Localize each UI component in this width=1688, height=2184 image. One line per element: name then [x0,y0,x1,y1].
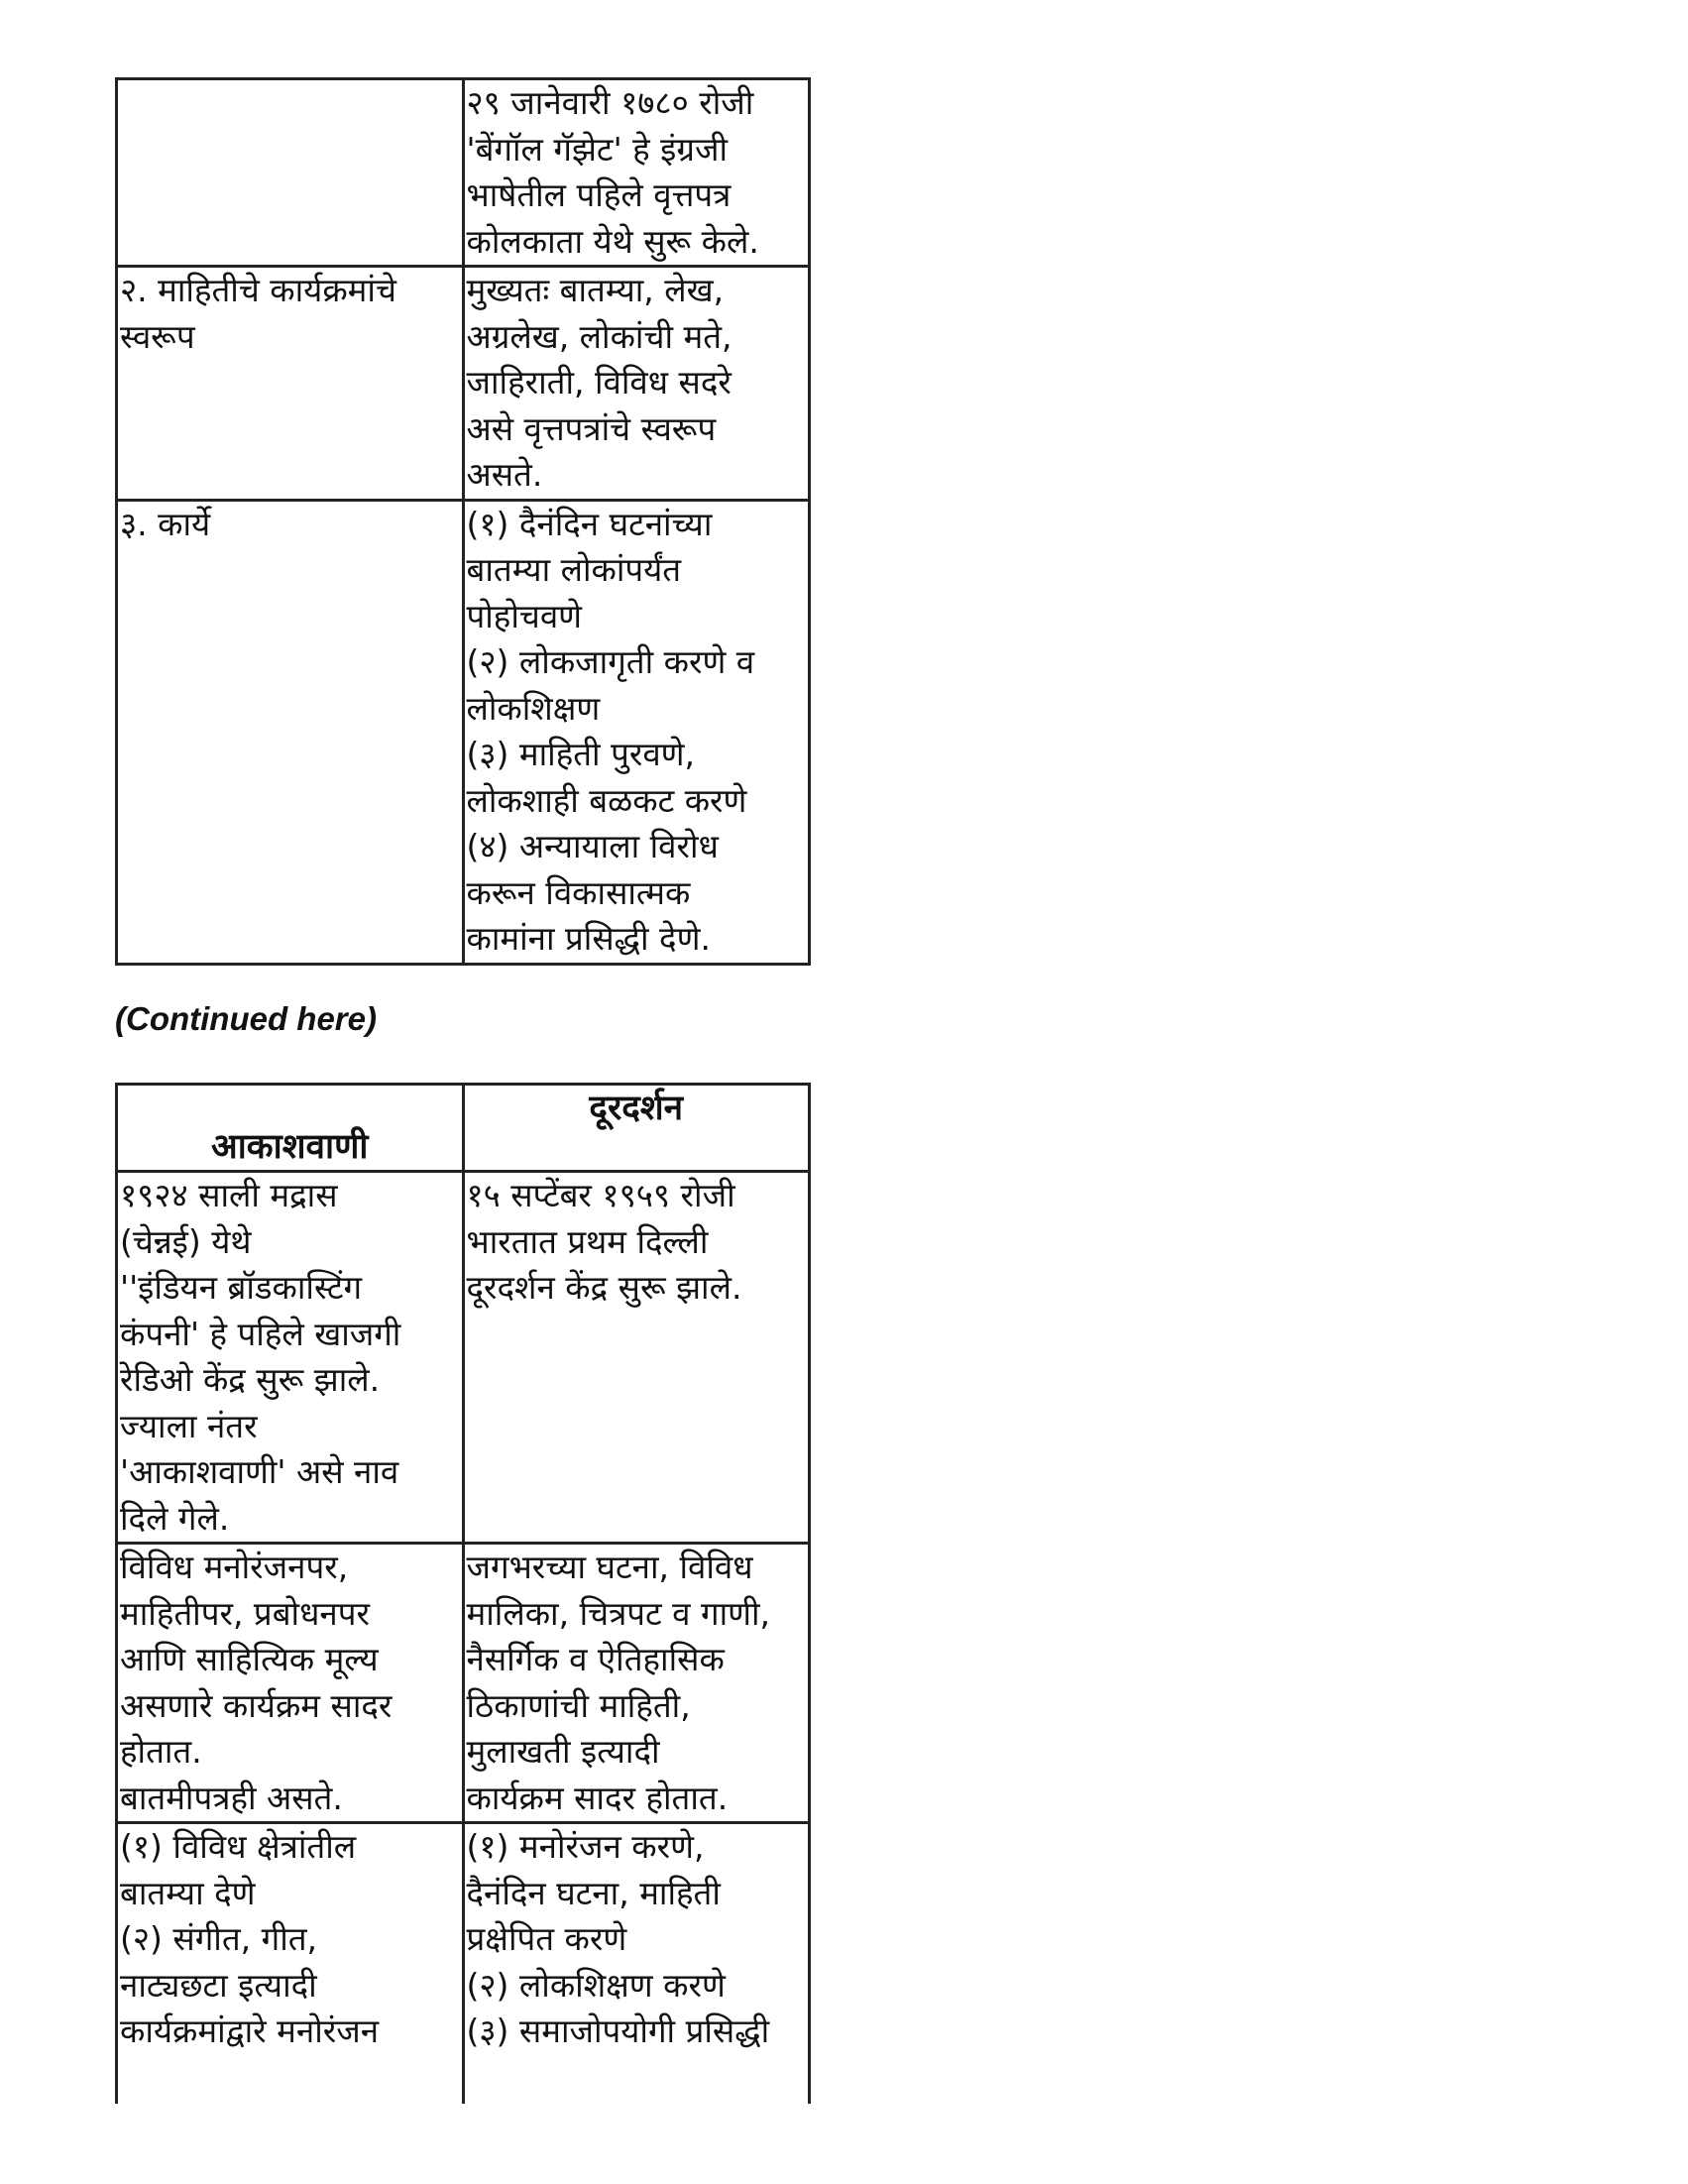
cell-line: मुलाखती इत्यादी [466,1732,660,1771]
cell-line: कामांना प्रसिद्धी देणे. [466,919,711,958]
table-row [117,267,810,501]
cell-line: ज्याला नंतर [120,1406,258,1445]
cell-line: रेडिओ केंद्र सुरू झाले. [120,1360,381,1399]
cell-line: असते. [466,455,543,494]
cell-line: 'बेंगॉल गॅझेट' हे इंग्रजी [466,129,728,169]
cell-line: बातमीपत्रही असते. [120,1778,343,1817]
column-header-radio: आकाशवाणी [117,1085,464,1172]
cell-line: जाहिराती, विविध सदरे [466,363,731,402]
cell-line: नैसर्गिक व ऐतिहासिक [466,1640,725,1678]
cell-line: (१) दैनंदिन घटनांच्या [466,504,713,543]
cell-line: (४) अन्यायाला विरोध [466,827,719,865]
cell-line: २९ जानेवारी १७८० रोजी [466,83,754,122]
cell-line: कार्यक्रम सादर होतात. [466,1778,729,1817]
radio-history-cell [117,1172,464,1544]
row-label-cell [117,79,464,267]
cell-line: १५ सप्टेंबर १९५९ रोजी [466,1176,735,1214]
cell-line: अग्रलेख, लोकांची मते, [466,316,732,356]
cell-line: (३) समाजोपयोगी प्रसिद्धी [466,2012,770,2050]
cell-line: (१) मनोरंजन करणे, [466,1827,705,1866]
cell-line: (चेन्नई) येथे [120,1221,252,1261]
row-label-cell [117,267,464,501]
cell-line: बातम्या लोकांपर्यंत [466,550,682,589]
cell-line: दूरदर्शन केंद्र सुरू झाले. [466,1268,742,1307]
table-row [117,1823,810,2104]
cell-line: 'आकाशवाणी' असे नाव [120,1452,399,1491]
table-row [117,500,810,964]
newspaper-history-cell [463,79,810,267]
cell-line: असणारे कार्यक्रम सादर [120,1685,393,1725]
cell-line: बातम्या देणे [120,1873,256,1912]
television-functions-cell [463,1823,810,2104]
cell-line: करून विकासात्मक [466,872,691,912]
cell-line: १९२४ साली मद्रास [120,1176,338,1214]
cell-line: (१) विविध क्षेत्रांतील [120,1827,357,1866]
cell-line: विविध मनोरंजनपर, [120,1548,349,1586]
cell-line: (२) लोकशिक्षण करणे [466,1965,726,2005]
cell-line: (२) संगीत, गीत, [120,1919,318,1958]
column-header-television: दूरदर्शन [463,1085,810,1172]
cell-line: कोलकाता येथे सुरू केले. [466,221,759,261]
television-history-cell [463,1172,810,1544]
cell-line: स्वरूप [120,316,195,356]
cell-line: दैनंदिन घटना, माहिती [466,1873,721,1912]
cell-line: होतात. [120,1732,202,1771]
cell-line: मुख्यतः बातम्या, लेख, [466,271,725,309]
cell-line: भाषेतील पहिले वृत्तपत्र [466,175,731,214]
media-comparison-table-part1 [115,77,811,966]
newspaper-content-cell [463,267,810,501]
newspaper-functions-cell [463,500,810,964]
television-content-cell [463,1544,810,1823]
cell-line: ''इंडियन ब्रॉडकास्टिंग [120,1268,363,1307]
cell-line: लोकशिक्षण [466,688,601,728]
table-header-row [117,1085,810,1172]
radio-content-cell [117,1544,464,1823]
cell-line: लोकशाही बळकट करणे [466,780,747,820]
cell-line: आणि साहित्यिक मूल्य [120,1640,379,1678]
cell-line: प्रक्षेपित करणे [466,1919,627,1958]
cell-line: २. माहितीचे कार्यक्रमांचे [120,271,396,309]
cell-line: मालिका, चित्रपट व गाणी, [466,1593,771,1633]
table-row [117,1544,810,1823]
cell-line: दिले गेले. [120,1498,230,1538]
cell-line: नाट्यछटा इत्यादी [120,1965,317,2005]
media-comparison-table-part2 [115,1083,811,2104]
row-label-cell [117,500,464,964]
cell-line: (३) माहिती पुरवणे, [466,735,696,773]
cell-line: (२) लोकजागृती करणे व [466,642,755,681]
cell-line: जगभरच्या घटना, विविध [466,1548,753,1586]
cell-line: असे वृत्तपत्रांचे स्वरूप [466,408,717,448]
cell-line: भारतात प्रथम दिल्ली [466,1221,709,1261]
cell-line: माहितीपर, प्रबोधनपर [120,1593,370,1633]
continued-label: (Continued here) [115,1000,377,1037]
cell-line: ३. कार्ये [120,504,211,543]
cell-line: ठिकाणांची माहिती, [466,1685,691,1725]
cell-line: पोहोचवणे [466,596,583,635]
table-row [117,1172,810,1544]
table-row [117,79,810,267]
radio-functions-cell [117,1823,464,2104]
cell-line: कार्यक्रमांद्वारे मनोरंजन [120,2012,380,2050]
cell-line: कंपनी' हे पहिले खाजगी [120,1314,401,1353]
